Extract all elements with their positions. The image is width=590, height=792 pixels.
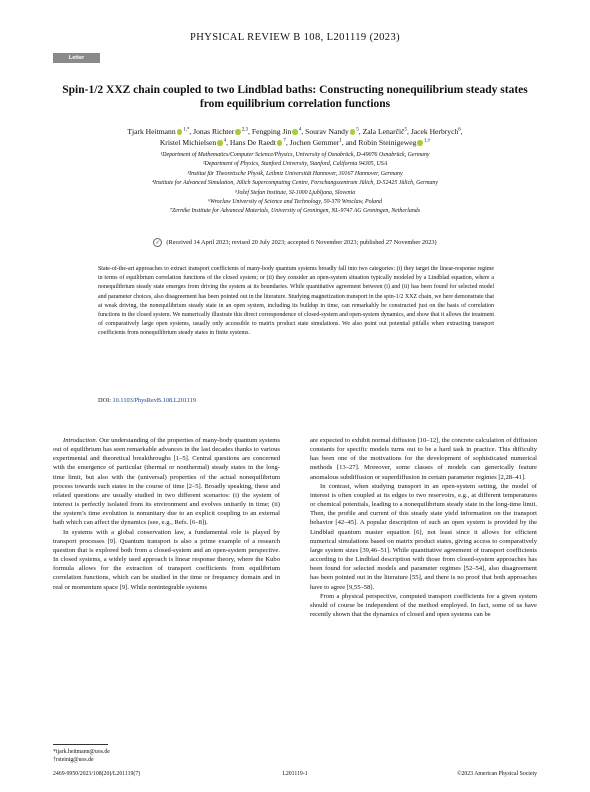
author-name-text: Sourav Nandy [305,127,349,136]
footnote-email-1[interactable]: *tjark.heitmann@uos.de [53,749,110,755]
affiliation-line: ⁶Wroclaw University of Science and Technology, 50-370 Wroclaw, Poland [207,199,383,206]
footnote-email-2[interactable]: †rsteinig@uos.de [53,757,94,763]
author-name-text: Fengping Jin [251,127,292,136]
title-line-1: Spin-1/2 XXZ chain coupled to two Lindblad baths: Constructing nonequilibrium steady states [62,84,528,96]
article-type-tag: Letter [53,53,100,63]
orcid-icon[interactable] [350,129,356,135]
footer-page-number: L201119-1 [282,771,308,777]
author-name [193,127,248,136]
author-name-text: Tjark Heitmann [127,127,176,136]
author-name [305,127,359,136]
footer-issn: 2469-9950/2023/108(20)/L201119(7) [53,771,141,777]
body-paragraph [310,482,537,592]
author-affiliation-marker: 7 [283,138,286,144]
paragraph-text: Our understanding of the properties of many-body quantum systems out of equilibrium has seen remarkable advances in the last decades thanks to various experimental and theoretical breakthroughs [1–5]. Central questions are concerned with the emergence of particular (thermal or nonthermal) steady states in the long-time limit, but also with the (universal) properties of the actual nonequilibrium process towards such states in the course of time [2–5]. Broadly speaking, these and related questions are usually studied in two different scenarios: (i) the system of interest is perfectly isolated from its environment and evolves unitarily in time; (ii) the system’s time evolution is nonunitary due to an explicit coupling to an external bath which can affect the dynamics (see, e.g., Refs. [6–8]). [53,437,280,527]
footnote-rule [53,744,108,745]
body-paragraph [310,592,537,619]
paragraph-text: are expected to exhibit normal diffusion [10–12], the concrete calculation of diffusion constants for specific models turns out to be a hard task in practice. This difficulty has been one of the motivations for the development of sophisticated numerical methods [13–27]. Moreover, some classes of models can generically feature anomalous subdiffusion or superdiffusion in certain parameter regimes [2,28–41]. [310,437,537,481]
author-name-text: Jonas Richter [193,127,235,136]
check-for-updates-icon[interactable]: ✓ [155,239,161,247]
affiliation-line: ⁷Zernike Institute for Advanced Materials, University of Groningen, NL-9747 AG Groningen, Netherlands [169,208,421,215]
paragraph-text: From a physical perspective, computed transport coefficients for a given system should of course be independent of the method employed. In fact, some of us have recently shown that the dynamics of closed and open systems can be [310,592,537,618]
author-name [290,138,342,147]
author-affiliation-marker: 1 [339,138,342,144]
received-text: (Received 14 April 2023; revised 20 July 2023; accepted 6 November 2023; published 27 November 2023) [166,239,437,246]
affiliation-line: ³Institut für Theoretische Physik, Leibniz Universität Hannover, 30167 Hannover, Germany [187,170,403,177]
orcid-icon[interactable] [277,140,283,146]
author-name [252,127,301,136]
author-affiliation-marker: 4 [298,127,302,133]
orcid-icon[interactable] [217,140,223,146]
body-paragraph [53,436,280,528]
author-affiliation-marker: 2,3 [241,127,249,133]
affiliation-line: ²Department of Physics, Stanford University, Stanford, California 94305, USA [202,161,388,168]
body-paragraph [53,528,280,592]
affiliations [40,151,550,217]
affiliation-line: ¹Department of Mathematics/Computer Science/Physics, University of Osnabrück, D-49076 Osnabrück, Germany [160,152,430,158]
body-paragraph [310,436,537,482]
author-name [160,138,226,147]
author-name-text: and Robin Steinigeweg [345,138,417,147]
author-affiliation-marker: 5 [356,127,359,133]
author-line-2: Kristel Michielsen $^4$, Hans De Raedt $^7$, Jochen Gemmer$^1$, and Robin Steinigeweg $^{1,\dagger}$ [159,138,431,147]
journal-header: PHYSICAL REVIEW B 108, L201119 (2023) [189,32,400,43]
title-line-2: from equilibrium correlation functions [199,98,391,110]
orcid-icon[interactable] [177,129,183,135]
body-column-right [310,436,537,619]
doi-label: DOI: [98,397,111,404]
section-lead: Introduction. [63,437,98,444]
author-name [127,127,189,136]
doi-link[interactable]: 10.1103/PhysRevB.108.L201119 [112,397,196,404]
author-affiliation-marker: 6 [458,127,461,133]
footnotes [53,748,110,764]
doi-line [98,397,196,404]
orcid-icon[interactable] [292,129,298,135]
body-column-left [53,436,280,592]
affiliation-line: ⁴Institute for Advanced Simulation, Jülich Supercomputing Centre, Forschungszentrum Jülich, D-52425 Jülich, Germany [151,180,438,187]
author-name-text: Jacek Herbrych [410,127,459,136]
author-line-1: Tjark Heitmann $^{1,*}$, Jonas Richter $^{2,3}$, Fengping Jin $^4$, Sourav Nandy $^5$, Zala Lenarčič$^5$, Jacek Herbrych$^6$, [127,127,463,136]
author-name-text: Hans De Raedt [229,138,276,147]
author-name-text: Zala Lenarčič [362,127,405,136]
paper-title [40,83,550,111]
author-name-text: Jochen Gemmer [289,138,340,147]
paragraph-text: In systems with a global conservation law, a fundamental role is played by transport processes [9]. Quantum transport is also a prime example of a research question that is explored both from a closed-system and an open-system perspective. In closed systems, a widely used approach is linear response theory, where the Kubo formula allows for the extraction of transport coefficients from equilibrium correlation functions, which can be studied in the time or frequency domain and in real or momentum space [9]. While nonintegrable systems [53,528,280,591]
received-dates [40,238,550,247]
footer-copyright: ©2023 American Physical Society [457,771,537,777]
orcid-icon[interactable] [235,129,241,135]
author-name-text: Kristel Michielsen [159,138,217,147]
paragraph-text: In contrast, when studying transport in an open-system setting, the model of interest is often coupled at its edges to two reservoirs, e.g., at different temperatures or chemical potentials, leading to a nonequilibrium steady state in the long-time limit. Then, the profile and current of this steady state yield information on the transport behavior [42–45]. A popular description of such an open system is provided by the Lindblad quantum master equation [6], not least since it allows for efficient numerical simulations based on matrix product states, giving access to comparatively large system sizes [39,46–51]. While quantitative agreement of transport coefficients according to the Lindblad description with those from closed-system approaches has been found for selected models and parameter regimes [52–54], also disagreement has been pointed out in the literature [55], and there is no proof that both approaches have to agree [9,55–58]. [310,482,537,591]
affiliation-line: ⁵Jožef Stefan Institute, SI-1000 Ljubljana, Slovenia [234,189,356,196]
author-affiliation-marker: 5 [404,127,408,133]
author-affiliation-marker: 1,† [423,138,431,144]
author-name [411,127,461,136]
author-affiliation-marker: 4 [223,138,227,144]
author-name [230,138,286,147]
author-list [40,126,550,148]
orcid-icon[interactable] [417,140,423,146]
author-name [346,138,431,147]
author-affiliation-marker: 1,* [183,127,190,133]
author-name [363,127,407,136]
abstract: State-of-the-art approaches to extract transport coefficients of many-body quantum systems broadly fall into two categories: (i) they target the linear-response regime in terms of equilibrium correlation functions of the closed system; or (ii) they consider an open-system situation typically modeled by a Lindblad equation, where a nonequilibrium steady state emerges from driving the system at its boundaries. While quantitative agreement between (i) and (ii) has been found for selected model and parameter choices, also disagreement has been pointed out in the literature. Studying magnetization transport in the spin-1/2 XXZ chain, we here demonstrate that at weak driving, the nonequilibrium steady state in an open system, including its buildup in time, can remarkably be constructed just on the basis of correlation functions in the closed system. We numerically illustrate this direct correspondence of closed-system and open-system dynamics, and show that it allows the treatment of comparatively large open systems, usually only accessible to matrix product state simulations. We also point out potential pitfalls when extracting transport coefficients from nonequilibrium steady states in finite systems. [98,266,494,337]
